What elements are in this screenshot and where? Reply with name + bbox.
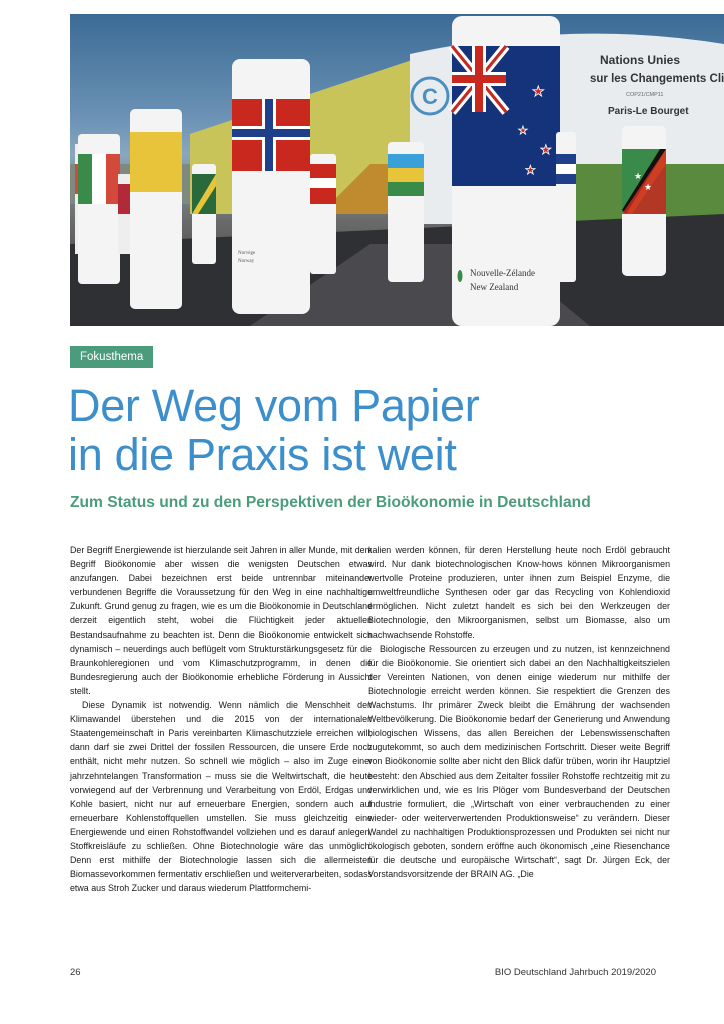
- title-line-1: Der Weg vom Papier: [68, 380, 480, 431]
- pillar-label-2: New Zealand: [470, 282, 519, 292]
- paragraph: Biologische Ressourcen zu erzeugen und zu nutzen, ist kennzeichnend für die Bioökonomie. Sie orientiert sich dabei an den Nachhaltigkeitszielen der Vereinten Nationen, von denen einige wiederum nur mithilfe der Biotechnologie erreicht werden können. Sie respektiert die Grenzen des Wachstums. Ihr primärer Zweck bleibt die Ernährung der wachsenden Weltbevölkerung. Die Bioökonomie bedarf der Generierung und Anwendung biologischen Wissens, das allen Bereichen der Lebenswissenschaften zugutekommt, so auch dem medizinischen Fortschritt. Dieser weite Begriff von Bioökonomie sollte aber nicht den Blick dafür trüben, worin ihr Hauptziel besteht: den Abschied aus dem Zeitalter fossiler Rohstoffe rechtzeitig mit zu verwirklichen und, wie es Iris Plöger vom Bundesverband der Deutschen Industrie formuliert, die „Wirtschaft von einer verbrauchenden zu einer wieder- oder weiterverwertenden Produktionsweise“ zu verändern. Dieser Wandel zu nachhaltigen Produktionsprozessen und Produkten sei nicht nur ökologisch geboten, sondern eröffne auch ökonomisch „eine Riesenchance für die deutsche und europäische Wirtschaft“, sagt Dr. Jürgen Eck, der Vorstandsvorsitzende der BRAIN AG. „Die: [368, 643, 670, 880]
- flag-pillar: [310, 154, 336, 274]
- page-title: [68, 381, 479, 479]
- body-column-right: [368, 543, 670, 881]
- paragraph: kalien werden können, für deren Herstellung heute noch Erdöl gebraucht wird. Nur dank biotechnologischen Know-hows können Mikroorganismen wertvolle Proteine produzieren, unter ihnen zum Beispiel Enzyme, die umweltfreundliche Synthesen oder gar das Recycling von Kohlendioxid ermöglichen. Nicht zuletzt handelt es sich bei den Werkzeugen der Biotechnologie, den Mikroorganismen, selbst um Biomasse, also um nachwachsende Rohstoffe.: [368, 545, 670, 640]
- pillar-small-label-1: Norvège: [238, 251, 256, 256]
- banner-line-4: Paris-Le Bourget: [608, 106, 689, 117]
- star-icon: ★: [634, 172, 643, 182]
- header-photo: [70, 14, 724, 326]
- pillar-small-label-2: Norway: [238, 259, 255, 264]
- star-icon: ★: [525, 163, 536, 177]
- page-number: 26: [70, 967, 81, 978]
- banner-line-1: Nations Unies: [600, 53, 681, 67]
- title-line-2: in die Praxis ist weit: [68, 429, 457, 480]
- flag-pillar: [118, 174, 130, 254]
- banner-line-2: sur les Changements Cli: [590, 73, 724, 85]
- star-icon: ★: [540, 143, 552, 158]
- topic-tag: Fokusthema: [70, 346, 153, 368]
- star-icon: ★: [518, 124, 528, 137]
- star-icon: ★: [644, 183, 653, 193]
- new-zealand-pillar: [452, 16, 560, 326]
- flag-pillar: [556, 132, 576, 282]
- pillar-label-1: Nouvelle-Zélande: [470, 268, 535, 278]
- publication-name: BIO Deutschland Jahrbuch 2019/2020: [494, 967, 656, 978]
- flag-pillar: [232, 59, 310, 314]
- leaf-icon: [458, 270, 463, 282]
- body-column-left: [70, 543, 372, 895]
- flag-pillar: [130, 109, 182, 309]
- flag-pillar: [622, 126, 666, 276]
- star-icon: ★: [532, 84, 545, 100]
- paragraph: Diese Dynamik ist notwendig. Wenn nämlich die Menschheit den Klimawandel überstehen und die 2015 von der internationalen Staatengemeinschaft in Paris vereinbarten Klimaschutzziele erreichen will, dann darf sie zwei Drittel der fossilen Ressourcen, die unsere Erde noch enthält, nicht mehr nutzen. So schnell wie möglich – also im Zuge einer jahrzehntelangen Transformation – muss sie die Weltwirtschaft, die heute vorwiegend auf der Verbrennung und Verarbeitung von Erdöl, Erdgas und Kohle basiert, nicht nur auf erneuerbare Energien, sondern auch auf erneuerbare Kohlenstoffquellen umstellen. Sie muss gleichzeitig eine Energiewende und einen Rohstoffwandel vollziehen und es darauf anlegen, Stoffkreisläufe zu schließen. Ohne Biotechnologie wäre das unmöglich. Denn erst mithilfe der Biotechnologie lassen sich die allermeisten Biomassevorkommen fermentativ erschließen und weiterverarbeiten, sodass etwa aus Stroh Zucker und daraus wiederum Plattformchemi-: [70, 700, 372, 894]
- banner-line-3: COP21/CMP11: [626, 92, 664, 98]
- flag-pillar: [192, 164, 216, 264]
- flag-pillar: [78, 134, 120, 284]
- flag-pillar: [388, 142, 424, 282]
- subtitle: Zum Status und zu den Perspektiven der Bioökonomie in Deutschland: [70, 494, 591, 511]
- svg-text:C: C: [422, 84, 438, 109]
- paragraph: Der Begriff Energiewende ist hierzulande seit Jahren in aller Munde, mit dem Begriff Bioökonomie aber wissen die wenigsten Deutschen etwas anzufangen. Dabei bezeichnen erst beide untrennbar miteinander verbundenen Begriffe die Voraussetzung für den Weg in eine nachhaltige Zukunft. Grund genug zu fragen, wie es um die Bioökonomie in Deutschland derzeit eigentlich steht, wobei die Flüchtigkeit jeder aktuellen Bestandsaufnahme zu beachten ist. Denn die Bioökonomie entwickelt sich dynamisch – neuerdings auch beflügelt vom Strukturstärkungsgesetz für die Braunkohleregionen und vom Klimaschutzprogramm, in denen die Bundesregierung auch der Bioökonomie erhebliche Förderung in Aussicht stellt.: [70, 545, 372, 696]
